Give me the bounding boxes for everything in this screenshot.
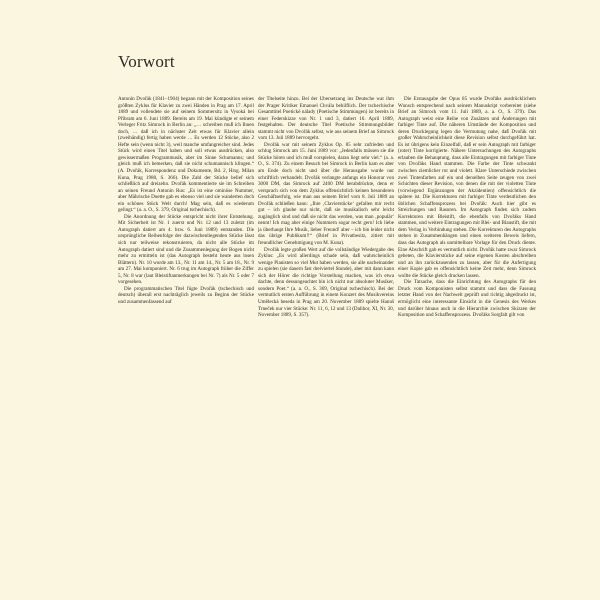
paragraph: Antonín Dvořák (1841–1904) begann mit der Komposition seines größten Zyklus für Klavier zu zwei Händen in Prag am 17. April 1889 und vollendete sie auf seinem Sommersitz in Vysoká bei Příbram am 6. Juni 1889. Bereits am 19. Mai kündigte er seinem Verleger Fritz Simrock in Berlin an: „… schreiben muß ich Ihnen doch, … daß ich in nächster Zeit etwas für Klavier allein (zweihändig) fertig haben werde … Es werden 12 Stücke, also 2 Hefte sein (wenn nicht 3), weil manche umfangreicher sind. Jedes Stück wird einen Titel haben und soll etwas ausdrücken, also gewissermaßen Programmusik, aber im Sinne Schumanns; und gleich muß ich bemerken, daß sie nicht schumannisch klingen.“ (A. Dvořák, Korrespondenz und Dokumente, Bd. 2, Hrsg. Milan Kuna, Prag 1988, S. 366). Die Zahl der Stücke belief sich schließlich auf dreizehn. Dvořák kommentierte sie im Schreiben an seinen Freund Antonín Rus: „Es ist eine ominöse Nummer, aber Mährische Duette gab es ebenso viel und sie wanderten doch ein schönes Stück Welt durch! Mag sein, daß es wiederum gelingt.“ (a. a. O., S. 379, Original tschechisch). [118, 96, 254, 214]
paragraph: der Titelseite hinzu. Bei der Übersetzung ins Deutsche war ihm der Prager Kritiker Emanuel Chvála behilflich. Der tschechische Gesamttitel Poetické nálady (Poetische Stimmungen) ist bereits in einer Federskizze von Nr. 1 und 3, datiert 16. April 1889, festgehalten. Der deutsche Titel Poetische Stimmungsbilder stammt nicht von Dvořák selbst, wie aus seinem Brief an Simrock vom 13. Juli 1889 hervorgeht. [258, 96, 394, 142]
paragraph: Die Anordnung der Stücke entspricht nicht ihrer Entstehung. Mit Sicherheit ist Nr. 1 zuerst und Nr. 12 und 13 zuletzt (im Autograph datiert am 4. bzw. 6. Juni 1889) entstanden. Die ursprüngliche Reihenfolge der dazwischenliegenden Stücke lässt sich nur teilweise rekonstruieren, da nicht alle Stücke im Autograph datiert sind und die Zusammenlegung der Bogen nicht mehr zu ermitteln ist (das Autograph besteht heute aus losen Blättern). Nr. 10 wurde am 13., Nr. 11 am 14., Nr. 5 am 18., Nr. 9 am 27. Mai komponiert. Nr. 6 trug im Autograph früher die Ziffer 5, Nr. 8 war (laut Bleistiftanmerkungen bei Nr. 7) als Nr. 5 oder 7 vorgesehen. [118, 213, 254, 286]
text-column-2 [258, 96, 394, 319]
paragraph: Dvořák war mit seinem Zyklus Op. 85 sehr zufrieden und schlug Simrock am 15. Juni 1889 vor: „Jedenfalls müssen sie die Stücke hören und ich muß vorspielen, daran liegt sehr viel.“ (a. a. O., S. 374). Zu einem Besuch bei Simrock in Berlin kam es aber am Ende doch nicht und über die Herausgabe wurde nur schriftlich verhandelt. Dvořák verlangte anfangs ein Honorar von 3000 DM, das Simrock auf 2400 DM herabdrückte, denn er versprach sich von dem Zyklus offensichtlich keinen besonderen Geschäftserfolg, wie man aus seinem Brief vom 8. Juli 1889 an Dvořák schließen kann: „Ihre ‚Clavierstücke‘ gefallen mir recht gut – ich glaube nur nicht, daß sie musikalisch sehr leicht zugänglich sind und daß sie nicht das werden, was man ‚populär‘ nennt! Ich mag aber einige Nummern sogar recht gern! Ich liebe ja überhaupt Ihre Musik, lieber Freund! aber – ich bin leider nicht das übrige Publikum!!“ (Brief in Privatbesitz, zitiert mit freundlicher Genehmigung von M. Kuna). [258, 141, 394, 247]
paragraph: Die Tatsache, dass die Einrichtung des Autographs für den Druck vom Komponisten selbst stammt und dass die Fassung letzter Hand von der Nachwelt geprüft und richtig abgedruckt ist, ermöglicht eine interessante Einsicht in die Genesis des Werkes und darüber hinaus auch in die Hierarchie zwischen Skizzen der Komposition und Schaffensprozess. Dvořáks Sorgfalt gilt von [398, 279, 536, 319]
text-column-1 [118, 96, 254, 306]
text-column-3 [398, 96, 536, 319]
page-heading: Vorwort [118, 52, 175, 71]
paragraph: Die programmatischen Titel fügte Dvořák (tschechisch und deutsch) überall erst nachträglich jeweils zu Beginn der Stücke und zusammenfassend auf [118, 285, 254, 305]
paragraph: Dvořák legte großen Wert auf die vollständige Wiedergabe des Zyklus: „Es wird allerdings schade sein, daß wahrscheinlich wenige Pianisten so viel Mut haben werden, sie alle nacheinander zu spielen (sie dauern fast dreiviertel Stunde), aber mit dann kann sich der Hörer die richtige Vorstellung machen, was ich etwa dachte, denn dessungeachtet bin ich nicht nur absoluter Musiker, sondern Poet.“ (a. a. O., S. 369, Original tschechisch). Bei der vermutlich ersten Aufführung in einem Konzert des Musikvereins Umělecká beseda in Prag am 20. November 1889 spielte Hanuš Trneček nur vier Stücke: Nr. 11, 6, 12 und 13 (Dalibor, XI, Nr. 30, November 1889, S. 357). [258, 246, 394, 319]
paragraph: Die Erstausgabe der Opus 85 wurde Dvořáks ausdrücklichem Wunsch entsprechend nach seinem Manuskript vorbereitet (siehe Brief an Simrock vom 11. Juli 1889, a. a. O., S. 379). Das Autograph weist eine Reihe von Zusätzen und Änderungen mit farbiger Tinte auf. Die näheren Umstände der Komposition und deren Drucklegung legen die Vermutung nahe, daß Dvořák mit großer Wahrscheinlichkeit diese Revision selbst durchgeführt hat. Es ist übrigens kein Einzelfall, daß er sein Autograph mit farbiger (roter) Tinte korrigierte. Nähere Untersuchungen des Autographs erlauben die Behauptung, dass alle Eintragungen mit farbiger Tinte von Dvořáks Hand stammen. Die Farbe der Tinte schwankt zwischen ziemlicher rot und violett. Klare Unterschiede zwischen zwei Tintenfarben auf ein und derselben Seite zeugen von zwei Schichten dieser Revision, von denen die mit der violetten Tinte (vorwiegend Ergänzungen der Akzidentien) offensichtlich die spätere ist. Die Korrekturen mit farbiger Tinte verdeutlichen den üblichen Schaffensprozess bei Dvořák: Auch hier gibt es Streichungen und Rasuren. Im Autograph finden sich zudem Korrekturen mit Bleistift, die ebenfalls von Dvořáks Hand stammen, und weitere Eintragungen mit Blei- und Blaustift, die mit dem Verlag in Verbindung stehen. Die Korrekturen des Autographs stehen in Zusammenhängen und einen weiteren Beweis liefern, dass das Autograph als unmittelbare Vorlage für den Druck diente. Eine Abschrift gab es vermutlich nicht. Dvořák hatte zwar Simrock gebeten, die Klavierstücke auf seine eigenen Kosten abschreiben und an ihn zurückzusenden zu lassen, aber für die Anfertigung einer Kopie gab es offensichtlich keine Zeit mehr, denn Simrock wollte die Stücke gleich drucken lassen. [398, 96, 536, 279]
